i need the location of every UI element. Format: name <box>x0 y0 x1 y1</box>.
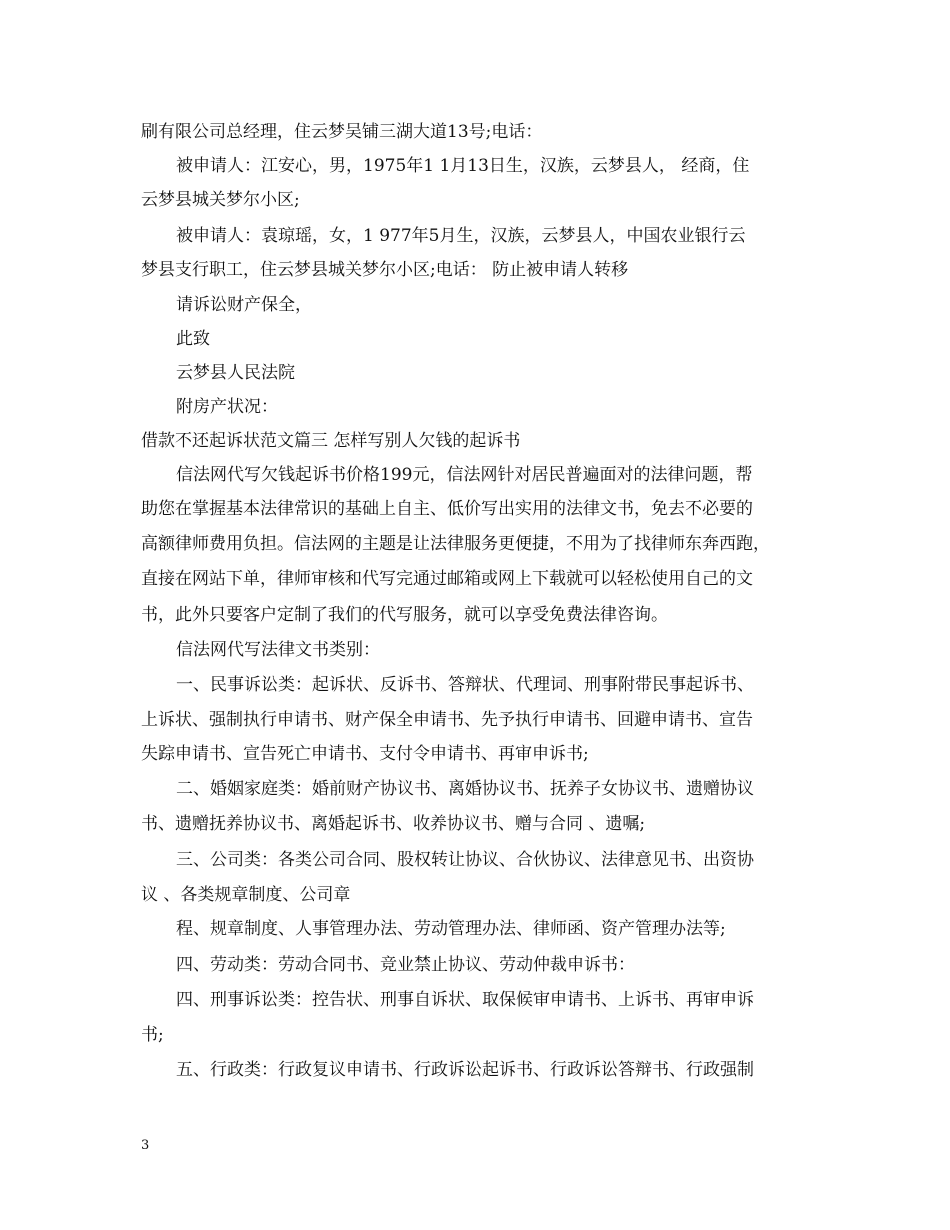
text-line: 信法网代写法律文书类别： <box>176 640 380 660</box>
text-line: 上诉状、强制执行申请书、财产保全申请书、先予执行申请书、回避申请书、宣告 <box>141 710 753 730</box>
text-line: 书，此外只要客户定制了我们的代写服务，就可以享受免费法律咨询。 <box>141 605 668 625</box>
text-line: 信法网代写欠钱起诉书价格199元，信法网针对居民普遍面对的法律问题，帮 <box>176 465 753 485</box>
text-line: 议 、各类规章制度、公司章 <box>141 885 351 905</box>
text-line: 直接在网站下单，律师审核和代写完通过邮箱或网上下载就可以轻松使用自己的文 <box>141 569 753 589</box>
text-line: 程、规章制度、人事管理办法、劳动管理办法、律师函、资产管理办法等; <box>176 919 726 939</box>
text-line: 三、公司类：各类公司合同、股权转让协议、合伙协议、法律意见书、出资协 <box>176 850 754 870</box>
section-heading: 借款不还起诉状范文篇三 怎样写别人欠钱的起诉书 <box>141 431 521 451</box>
text-line: 书; <box>141 1025 164 1045</box>
text-line: 此致 <box>176 329 210 349</box>
text-line: 二、婚姻家庭类：婚前财产协议书、离婚协议书、抚养子女协议书、遗赠协议 <box>176 779 754 799</box>
text-line: 梦县支行职工，住云梦县城关梦尔小区;电话： 防止被申请人转移 <box>141 260 629 280</box>
text-line: 被申请人：江安心，男，1975年1 1月13日生，汉族，云梦县人， 经商，住 <box>176 156 750 176</box>
text-line: 云梦县城关梦尔小区; <box>141 190 300 210</box>
page-number: 3 <box>141 1138 150 1153</box>
text-line: 四、刑事诉讼类：控告状、刑事自诉状、取保候审申请书、上诉书、再审申诉 <box>176 990 754 1010</box>
text-line: 请诉讼财产保全， <box>176 295 312 315</box>
text-line: 助您在掌握基本法律常识的基础上自主、低价写出实用的法律文书，免去不必要的 <box>141 499 753 519</box>
text-line: 一、民事诉讼类：起诉状、反诉书、答辩状、代理词、刑事附带民事起诉书、 <box>176 675 754 695</box>
text-line: 四、劳动类：劳动合同书、竞业禁止协议、劳动仲裁申诉书： <box>176 955 635 975</box>
text-line: 被申请人：袁琼瑶，女，1 977年5月生，汉族，云梦县人，中国农业银行云 <box>176 226 746 246</box>
text-line: 刷有限公司总经理，住云梦吴铺三湖大道13号;电话： <box>141 122 543 142</box>
text-line: 五、行政类：行政复议申请书、行政诉讼起诉书、行政诉讼答辩书、行政强制 <box>176 1060 754 1080</box>
text-line: 云梦县人民法院 <box>176 363 295 383</box>
text-line: 失踪申请书、宣告死亡申请书、支付令申请书、再审申诉书; <box>141 744 589 764</box>
text-line: 书、遗赠抚养协议书、离婚起诉书、收养协议书、赠与合同 、遗嘱; <box>141 814 646 834</box>
text-line: 附房产状况： <box>176 397 278 417</box>
text-line: 高额律师费用负担。信法网的主题是让法律服务更便捷，不用为了找律师东奔西跑， <box>141 534 770 554</box>
